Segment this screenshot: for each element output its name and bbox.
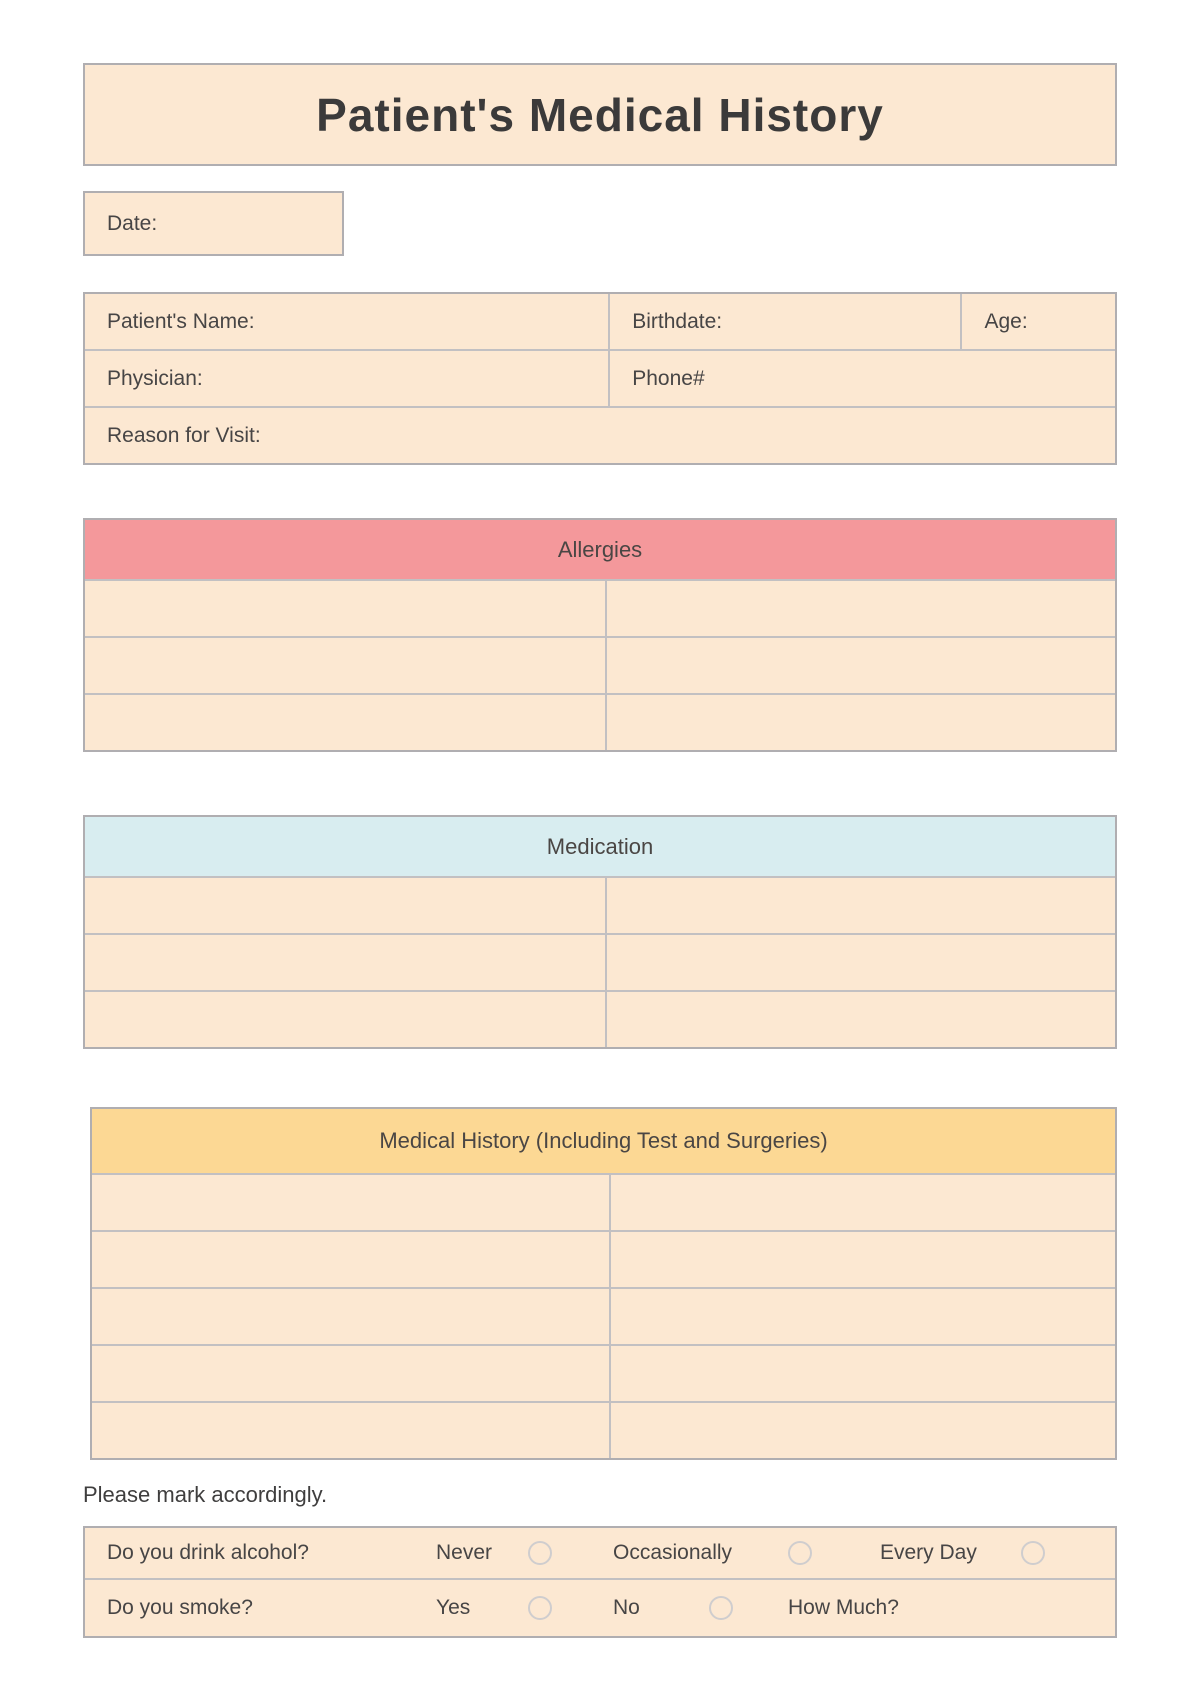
- page-title: Patient's Medical History: [316, 88, 884, 141]
- empty-entry-row: [92, 1230, 1115, 1287]
- radio-alcohol-never[interactable]: [528, 1541, 552, 1565]
- entry-cell-right[interactable]: [609, 1403, 1115, 1458]
- patient-name-field[interactable]: Patient's Name:: [85, 294, 608, 349]
- alcohol-question-row: [85, 1528, 1115, 1578]
- medical-history-rows: [92, 1173, 1115, 1458]
- allergies-header: Allergies: [85, 520, 1115, 579]
- lifestyle-questions-table: [83, 1526, 1117, 1638]
- entry-cell-right[interactable]: [605, 935, 1115, 990]
- allergies-section: [83, 518, 1117, 752]
- form-title-banner: [83, 63, 1117, 166]
- form-content: [83, 0, 1117, 1638]
- medical-history-header: Medical History (Including Test and Surgeries): [92, 1109, 1115, 1173]
- smoke-question-label: Do you smoke?: [107, 1596, 253, 1619]
- entry-cell-left[interactable]: [85, 581, 605, 636]
- alcohol-option-occasionally-label: Occasionally: [613, 1541, 733, 1564]
- allergies-rows: [85, 579, 1115, 750]
- radio-alcohol-everyday[interactable]: [1021, 1541, 1045, 1565]
- alcohol-option-never-label: Never: [436, 1541, 493, 1564]
- entry-cell-left[interactable]: [92, 1175, 609, 1230]
- entry-cell-left[interactable]: [92, 1232, 609, 1287]
- entry-cell-right[interactable]: [605, 581, 1115, 636]
- entry-cell-left[interactable]: [85, 695, 605, 750]
- entry-cell-left[interactable]: [85, 935, 605, 990]
- phone-field[interactable]: Phone#: [608, 351, 1115, 406]
- empty-entry-row: [92, 1173, 1115, 1230]
- reason-for-visit-field[interactable]: Reason for Visit:: [85, 408, 1115, 463]
- smoke-option-yes-label: Yes: [436, 1596, 471, 1619]
- entry-cell-right[interactable]: [605, 878, 1115, 933]
- entry-cell-right[interactable]: [609, 1175, 1115, 1230]
- patient-info-row-1: [85, 294, 1115, 349]
- empty-entry-row: [85, 579, 1115, 636]
- entry-cell-left[interactable]: [92, 1289, 609, 1344]
- alcohol-question-label: Do you drink alcohol?: [107, 1541, 309, 1564]
- empty-entry-row: [92, 1401, 1115, 1458]
- empty-entry-row: [92, 1344, 1115, 1401]
- birthdate-field[interactable]: Birthdate:: [608, 294, 960, 349]
- empty-entry-row: [85, 693, 1115, 750]
- medication-rows: [85, 876, 1115, 1047]
- entry-cell-left[interactable]: [92, 1346, 609, 1401]
- date-label: Date:: [107, 211, 158, 235]
- empty-entry-row: [85, 933, 1115, 990]
- entry-cell-left[interactable]: [85, 638, 605, 693]
- empty-entry-row: [92, 1287, 1115, 1344]
- physician-field[interactable]: Physician:: [85, 351, 608, 406]
- radio-smoke-yes[interactable]: [528, 1596, 552, 1620]
- empty-entry-row: [85, 876, 1115, 933]
- entry-cell-right[interactable]: [605, 992, 1115, 1047]
- entry-cell-left[interactable]: [92, 1403, 609, 1458]
- medical-history-section: [90, 1107, 1117, 1460]
- empty-entry-row: [85, 636, 1115, 693]
- medication-header: Medication: [85, 817, 1115, 876]
- patient-info-table: [83, 292, 1117, 465]
- entry-cell-right[interactable]: [609, 1346, 1115, 1401]
- age-field[interactable]: Age:: [960, 294, 1115, 349]
- alcohol-option-everyday-label: Every Day: [880, 1541, 977, 1564]
- entry-cell-left[interactable]: [85, 992, 605, 1047]
- patient-info-row-2: [85, 349, 1115, 406]
- radio-smoke-no[interactable]: [709, 1596, 733, 1620]
- radio-alcohol-occasionally[interactable]: [788, 1541, 812, 1565]
- entry-cell-right[interactable]: [609, 1289, 1115, 1344]
- entry-cell-right[interactable]: [609, 1232, 1115, 1287]
- entry-cell-right[interactable]: [605, 695, 1115, 750]
- how-much-field[interactable]: How Much?: [788, 1596, 899, 1619]
- mark-accordingly-instruction: Please mark accordingly.: [83, 1482, 328, 1507]
- empty-entry-row: [85, 990, 1115, 1047]
- entry-cell-right[interactable]: [605, 638, 1115, 693]
- smoke-question-row: [85, 1578, 1115, 1636]
- smoke-option-no-label: No: [613, 1596, 640, 1619]
- medication-section: [83, 815, 1117, 1049]
- patient-info-row-3: [85, 406, 1115, 463]
- entry-cell-left[interactable]: [85, 878, 605, 933]
- date-field[interactable]: [83, 191, 344, 256]
